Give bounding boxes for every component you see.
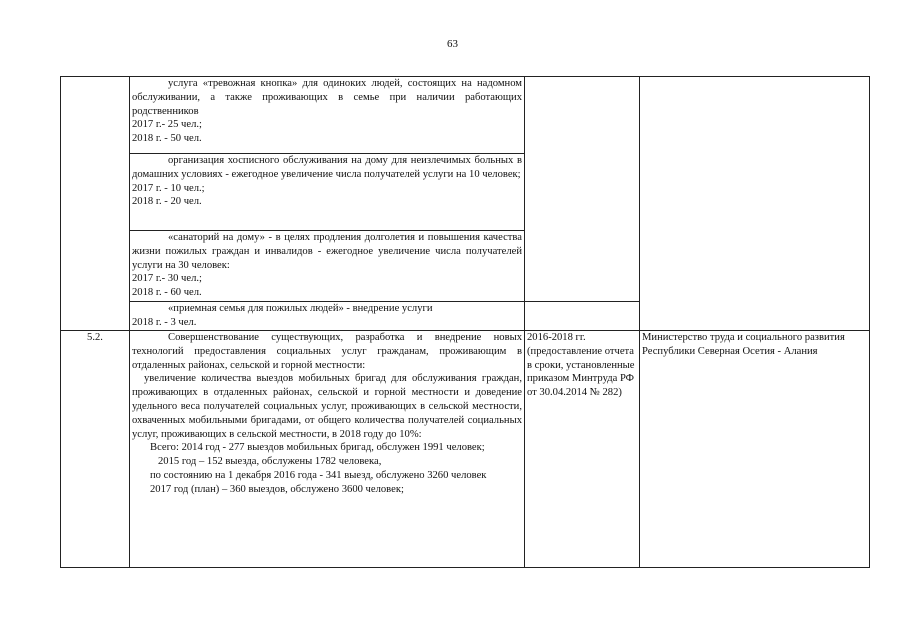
- page-number: 63: [447, 38, 458, 50]
- table-row-5-2: [61, 331, 870, 568]
- cell-measure-alarm-button: [130, 77, 525, 154]
- cell-term-empty: [525, 302, 640, 331]
- measure-foster-text: «приемная семья для пожилых людей» - внедрение услуги: [168, 303, 433, 314]
- measure-alarm-2017: 2017 г.- 25 чел.;: [132, 119, 202, 131]
- cell-measure-sanatorium: [130, 231, 525, 302]
- cell-executor: [640, 331, 870, 568]
- cell-measure-hospice: [130, 154, 525, 231]
- measures-table: [60, 76, 870, 568]
- cell-number: 5.2.: [61, 331, 130, 568]
- cell-measure-foster-family: [130, 302, 525, 331]
- measure-5-2-2017-plan: 2017 год (план) – 360 выездов, обслужено 3600 человек;: [150, 483, 404, 495]
- measure-foster-2018: 2018 г. - 3 чел.: [132, 316, 197, 328]
- table-row-continuation: [61, 77, 870, 154]
- measure-5-2-title: Совершенствование существующих, разработка и внедрение новых технологий предоставления социальных услуг гражданам, проживающим в отдаленных районах, сельской и горной местности:: [132, 332, 522, 371]
- cell-executor-empty: [640, 77, 870, 331]
- cell-number-empty: [61, 77, 130, 331]
- measure-5-2-total-2014: Всего: 2014 год - 277 выездов мобильных бригад, обслужен 1991 человек;: [150, 442, 485, 454]
- measure-hospice-2017: 2017 г. - 10 чел.;: [132, 182, 205, 194]
- measure-5-2-2015: 2015 год – 152 выезда, обслужены 1782 человека,: [158, 456, 382, 468]
- cell-term-empty: [525, 77, 640, 302]
- measure-sanatorium-text: «санаторий на дому» - в целях продления долголетия и повышения качества жизни пожилых граждан и инвалидов - ежегодное увеличение числа получателей услуги на 30 человек:: [132, 232, 522, 271]
- executor-text: Министерство труда и социального развития Республики Северная Осетия - Алания: [642, 332, 845, 357]
- measure-5-2-mobile-brigades: увеличение количества выездов мобильных бригад для обслуживания граждан, проживающих в отдаленных районах, сельской и горной местности и доведение удельного веса получателей социальных услуг, проживающих в сельской местности, охваченных мобильными бригадами, от общего количества получателей социальных услуг, проживающих в сельской местности, в 2018 году до 10%:: [132, 373, 522, 440]
- measure-hospice-text: организация хосписного обслуживания на дому для неизлечимых больных в домашних условиях - ежегодное увеличение числа получателей услуги на 10 человек;: [132, 155, 522, 180]
- cell-term: [525, 331, 640, 568]
- cell-measure-5-2: [130, 331, 525, 568]
- measure-alarm-2018: 2018 г. - 50 чел.: [132, 133, 202, 145]
- term-text: 2016-2018 гг. (предоставление отчета в сроки, установленные приказом Минтруда РФ от 30.04.2014 № 282): [527, 332, 635, 399]
- measure-sanatorium-2017: 2017 г.- 30 чел.;: [132, 273, 202, 285]
- measure-hospice-2018: 2018 г. - 20 чел.: [132, 196, 202, 208]
- measure-5-2-2016: по состоянию на 1 декабря 2016 года - 341 выезд, обслужено 3260 человек: [150, 469, 487, 481]
- measure-alarm-text: услуга «тревожная кнопка» для одиноких людей, состоящих на надомном обслуживании, а также проживающих в семье при наличии работающих родственников: [132, 78, 522, 117]
- measure-sanatorium-2018: 2018 г. - 60 чел.: [132, 287, 202, 299]
